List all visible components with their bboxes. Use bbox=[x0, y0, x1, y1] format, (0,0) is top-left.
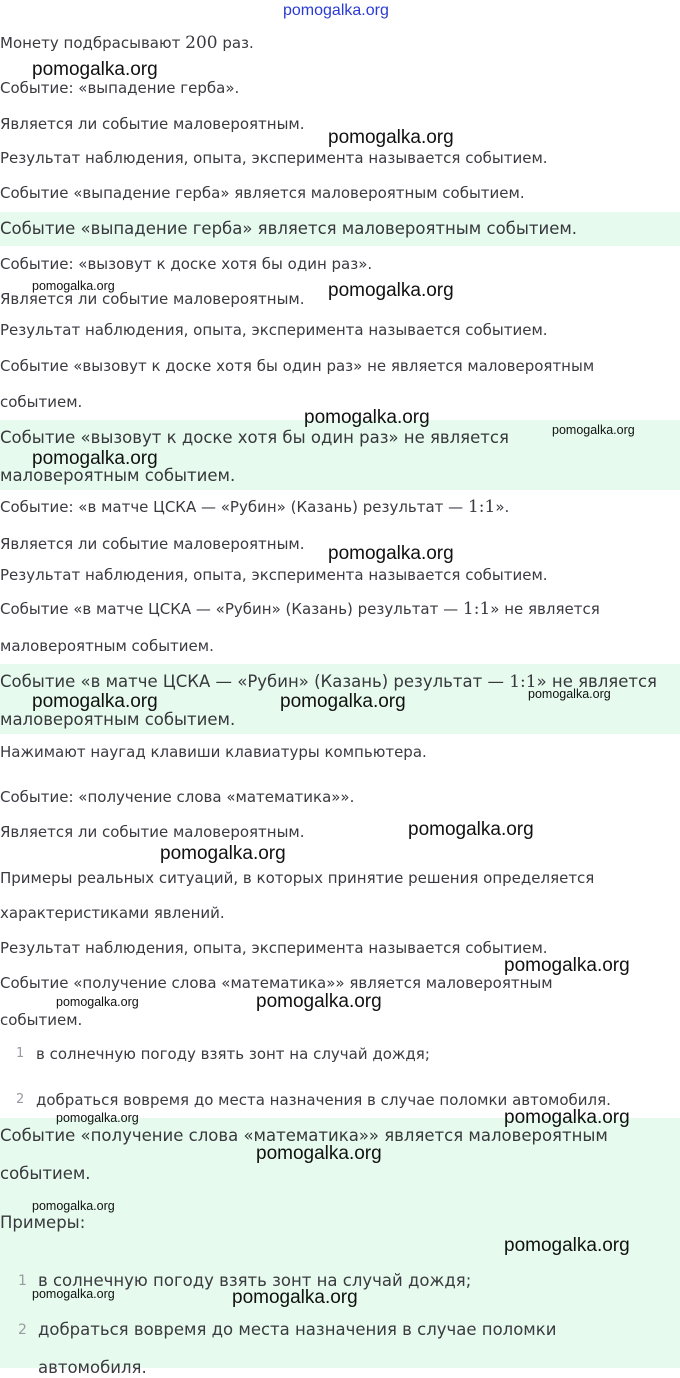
solution: событием. bbox=[0, 393, 83, 411]
definition: Результат наблюдения, опыта, эксперимента называется событием. bbox=[0, 321, 548, 339]
list-item: добраться вовремя до места назначения в случае поломки автомобиля. bbox=[36, 1091, 611, 1109]
watermark: pomogalka.org bbox=[56, 1111, 139, 1125]
list-item: добраться вовремя до места назначения в случае поломки bbox=[38, 1320, 557, 1339]
watermark: pomogalka.org bbox=[528, 687, 611, 701]
watermark: pomogalka.org bbox=[408, 819, 534, 840]
watermark: pomogalka.org bbox=[32, 1199, 115, 1213]
watermark: pomogalka.org bbox=[504, 1235, 630, 1256]
question: Является ли событие маловероятным. bbox=[0, 290, 305, 308]
event-statement: Событие: «получение слова «математика»». bbox=[0, 788, 355, 806]
event-statement: Событие: «в матче ЦСКА — «Рубин» (Казань) результат — 1:1». bbox=[0, 497, 510, 517]
watermark: pomogalka.org bbox=[56, 995, 139, 1009]
event-statement: Событие: «выпадение герба». bbox=[0, 79, 240, 97]
watermark: pomogalka.org bbox=[304, 407, 430, 428]
solution: событием. bbox=[0, 1011, 83, 1029]
watermark: pomogalka.org bbox=[32, 279, 115, 293]
list-number: 1 bbox=[16, 1046, 25, 1061]
watermark: pomogalka.org bbox=[32, 691, 158, 712]
event-statement: Событие: «вызовут к доске хотя бы один раз». bbox=[0, 255, 373, 273]
problem-intro: Нажимают наугад клавиши клавиатуры компьютера. bbox=[0, 743, 427, 761]
definition: Результат наблюдения, опыта, эксперимента называется событием. bbox=[0, 939, 548, 957]
watermark: pomogalka.org bbox=[328, 543, 454, 564]
watermark: pomogalka.org bbox=[328, 280, 454, 301]
watermark: pomogalka.org bbox=[504, 955, 630, 976]
examples-intro: Примеры реальных ситуаций, в которых принятие решения определяется bbox=[0, 869, 595, 887]
watermark: pomogalka.org bbox=[232, 1287, 358, 1308]
list-number: 2 bbox=[16, 1092, 25, 1107]
definition: Результат наблюдения, опыта, эксперимента называется событием. bbox=[0, 566, 548, 584]
solution: маловероятным событием. bbox=[0, 637, 214, 655]
watermark-link[interactable]: pomogalka.org bbox=[283, 2, 389, 19]
solution: Событие «вызовут к доске хотя бы один раз» не является маловероятным bbox=[0, 357, 595, 375]
list-number: 1 bbox=[18, 1273, 27, 1289]
watermark: pomogalka.org bbox=[504, 1107, 630, 1128]
answer: маловероятным событием. bbox=[0, 466, 236, 485]
problem-intro: Монету подбрасывают 200 раз. bbox=[0, 33, 254, 53]
list-item: автомобиля. bbox=[38, 1358, 147, 1377]
watermark: pomogalka.org bbox=[328, 127, 454, 148]
watermark: pomogalka.org bbox=[280, 691, 406, 712]
examples-intro: характеристиками явлений. bbox=[0, 904, 225, 922]
answer: Событие «в матче ЦСКА — «Рубин» (Казань) результат — 1:1» не является bbox=[0, 672, 657, 692]
question: Является ли событие маловероятным. bbox=[0, 823, 305, 841]
list-item: в солнечную погоду взять зонт на случай дождя; bbox=[36, 1045, 430, 1063]
watermark: pomogalka.org bbox=[32, 1287, 115, 1301]
list-number: 2 bbox=[18, 1322, 27, 1338]
watermark: pomogalka.org bbox=[32, 59, 158, 80]
watermark: pomogalka.org bbox=[256, 1143, 382, 1164]
watermark: pomogalka.org bbox=[32, 448, 158, 469]
watermark: pomogalka.org bbox=[160, 843, 286, 864]
watermark: pomogalka.org bbox=[552, 423, 635, 437]
question: Является ли событие маловероятным. bbox=[0, 535, 305, 553]
answer: Событие «получение слова «математика»» является маловероятным bbox=[0, 1126, 608, 1145]
watermark: pomogalka.org bbox=[256, 991, 382, 1012]
solution: Событие «в матче ЦСКА — «Рубин» (Казань) результат — 1:1» не является bbox=[0, 599, 600, 619]
answer: Событие «вызовут к доске хотя бы один раз» не является bbox=[0, 428, 509, 447]
answer: Событие «выпадение герба» является маловероятным событием. bbox=[0, 219, 578, 238]
list-item: в солнечную погоду взять зонт на случай дождя; bbox=[38, 1271, 472, 1290]
solution: Событие «выпадение герба» является маловероятным событием. bbox=[0, 184, 525, 202]
question: Является ли событие маловероятным. bbox=[0, 115, 305, 133]
solution: Событие «получение слова «математика»» является маловероятным bbox=[0, 974, 553, 992]
answer-examples-label: Примеры: bbox=[0, 1213, 86, 1232]
answer: маловероятным событием. bbox=[0, 710, 236, 729]
definition: Результат наблюдения, опыта, эксперимента называется событием. bbox=[0, 149, 548, 167]
answer: событием. bbox=[0, 1164, 91, 1183]
